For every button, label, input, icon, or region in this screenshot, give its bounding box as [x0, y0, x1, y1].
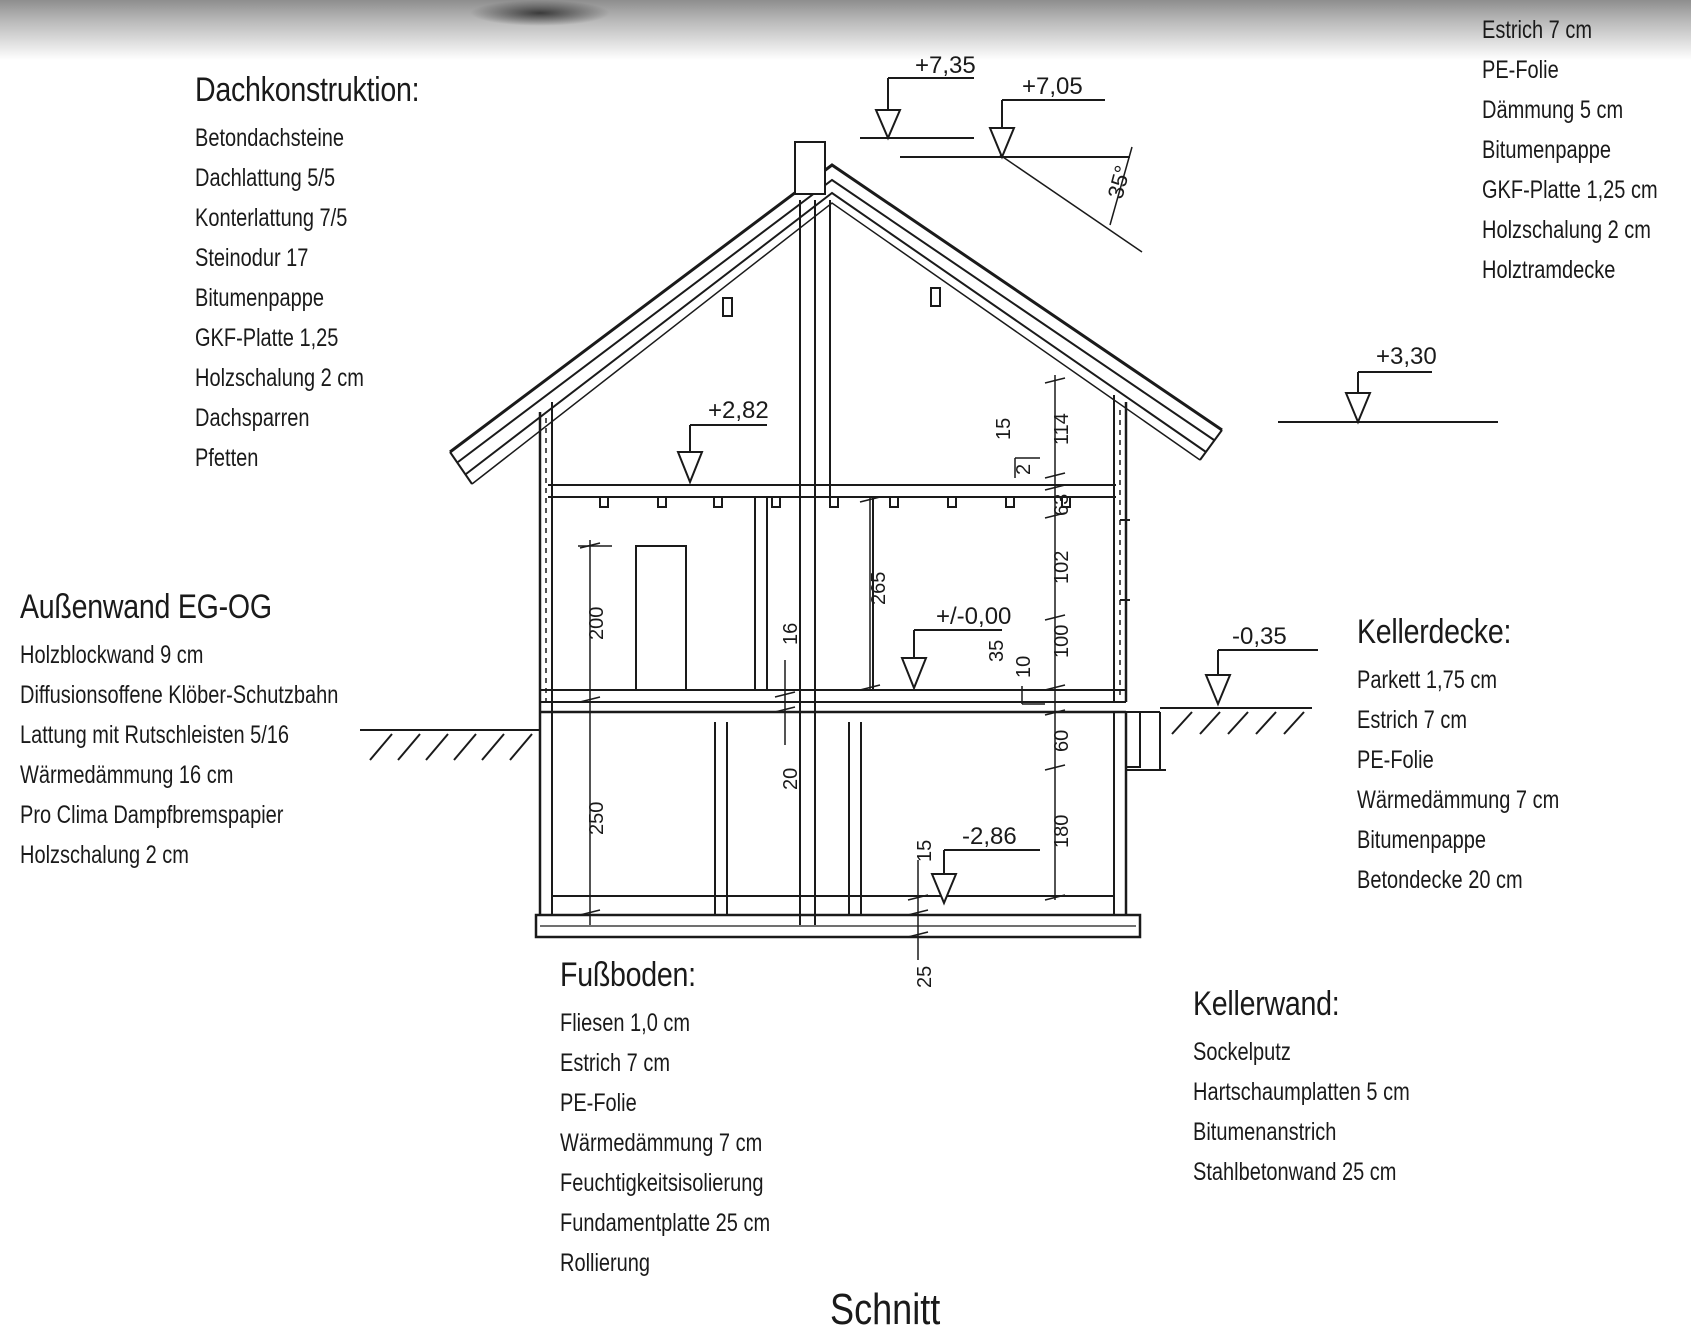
- legend-item: Wärmedämmung 16 cm: [20, 761, 234, 789]
- legend-heading: Dachkonstruktion:: [195, 71, 420, 109]
- legend-item: Estrich 7 cm: [1482, 16, 1593, 44]
- level-og-floor: [1278, 343, 1498, 422]
- attic-floor: [548, 485, 1116, 507]
- legend-item: Bitumenanstrich: [1193, 1118, 1337, 1146]
- dim-16: 16: [780, 622, 802, 645]
- legend-item: Feuchtigkeitsisolierung: [560, 1169, 764, 1197]
- basement-slab: [536, 896, 1140, 937]
- legend-item: Sockelputz: [1193, 1038, 1291, 1066]
- legend-heading: Kellerdecke:: [1357, 613, 1512, 651]
- legend-item: Fundamentplatte 25 cm: [560, 1209, 771, 1237]
- legend-item: PE-Folie: [1357, 746, 1434, 774]
- interior-walls: [636, 200, 873, 925]
- dim-200: 200: [586, 606, 608, 640]
- legend-item: Bitumenpappe: [195, 284, 324, 312]
- level-ground-label: -0,35: [1232, 623, 1287, 650]
- dim-265: 265: [868, 571, 890, 605]
- level-ridge-label: +7,35: [915, 52, 976, 79]
- legend-item: Betondecke 20 cm: [1357, 866, 1523, 894]
- outer-walls: [540, 395, 1126, 915]
- legend-item: Rollierung: [560, 1249, 651, 1277]
- level-basement: [932, 823, 1040, 903]
- ground-right: [1160, 708, 1312, 734]
- level-og-inner: [678, 397, 769, 482]
- legend-item: Holztramdecke: [1482, 256, 1616, 284]
- legend-item: Wärmedämmung 7 cm: [560, 1129, 763, 1157]
- dim-10: 10: [1013, 655, 1035, 678]
- legend-item: Steinodur 17: [195, 244, 309, 272]
- dim-180: 180: [1051, 814, 1073, 848]
- drawing-title: Schnitt: [830, 1285, 941, 1334]
- legend-item: Diffusionsoffene Klöber-Schutzbahn: [20, 681, 339, 709]
- legend-item: Pfetten: [195, 444, 259, 472]
- legend-item: GKF-Platte 1,25: [195, 324, 339, 352]
- dim-2: 2: [1013, 463, 1035, 475]
- level-ridge: [860, 52, 976, 138]
- chimney: [795, 142, 825, 194]
- attic-peg: [723, 298, 732, 316]
- attic-peg: [931, 288, 940, 306]
- level-og-floor-label: +3,30: [1376, 343, 1437, 370]
- legend-item: Parkett 1,75 cm: [1357, 666, 1498, 694]
- legend-item: Dachsparren: [195, 404, 310, 432]
- dim-250: 250: [586, 801, 608, 835]
- legend-item: GKF-Platte 1,25 cm: [1482, 176, 1658, 204]
- dim-20: 20: [780, 767, 802, 790]
- legend-item: Holzschalung 2 cm: [1482, 216, 1651, 244]
- dim-60: 60: [1051, 729, 1073, 752]
- level-basement-label: -2,86: [962, 823, 1017, 850]
- legend-item: Lattung mit Rutschleisten 5/16: [20, 721, 290, 749]
- dim-102: 102: [1051, 550, 1073, 584]
- legend-item: Betondachsteine: [195, 124, 345, 152]
- legend-item: Holzblockwand 9 cm: [20, 641, 204, 669]
- legend-item: Holzschalung 2 cm: [195, 364, 364, 392]
- legend-item: Dämmung 5 cm: [1482, 96, 1624, 124]
- level-og-inner-label: +2,82: [708, 397, 769, 424]
- dim-15a: 15: [993, 417, 1015, 440]
- legend-item: Bitumenpappe: [1482, 136, 1611, 164]
- legend-item: Stahlbetonwand 25 cm: [1193, 1158, 1397, 1186]
- legend-item: Konterlattung 7/5: [195, 204, 348, 232]
- dim-chain-left: [578, 497, 928, 960]
- dim-100: 100: [1051, 624, 1073, 658]
- eg-floor: [540, 690, 1126, 712]
- legend-heading: Außenwand EG-OG: [20, 588, 272, 626]
- legend-heading: Kellerwand:: [1193, 985, 1340, 1023]
- dim-114: 114: [1051, 413, 1073, 445]
- legend-item: Estrich 7 cm: [1357, 706, 1468, 734]
- legend-item: PE-Folie: [1482, 56, 1559, 84]
- level-eave-label: +7,05: [1022, 73, 1083, 100]
- legend-item: Hartschaumplatten 5 cm: [1193, 1078, 1410, 1106]
- dim-25: 25: [914, 965, 936, 988]
- level-eave: [900, 73, 1142, 252]
- ground-left: [360, 730, 540, 760]
- legend-heading: Fußboden:: [560, 956, 696, 994]
- level-eg-label: +/-0,00: [936, 603, 1012, 630]
- dim-15b: 15: [914, 839, 936, 862]
- legend-item: Holzschalung 2 cm: [20, 841, 189, 869]
- door: [636, 546, 686, 690]
- level-ground: [1206, 623, 1318, 704]
- legend-item: Dachlattung 5/5: [195, 164, 336, 192]
- dim-35: 35: [986, 639, 1008, 662]
- legend-item: Pro Clima Dampfbremspapier: [20, 801, 284, 829]
- roof-pitch-label: 35°: [1102, 162, 1136, 202]
- legend-item: Fliesen 1,0 cm: [560, 1009, 691, 1037]
- legend-item: Bitumenpappe: [1357, 826, 1486, 854]
- legend-item: Wärmedämmung 7 cm: [1357, 786, 1560, 814]
- legend-item: PE-Folie: [560, 1089, 637, 1117]
- legend-item: Estrich 7 cm: [560, 1049, 671, 1077]
- dim-63: 63: [1051, 493, 1073, 516]
